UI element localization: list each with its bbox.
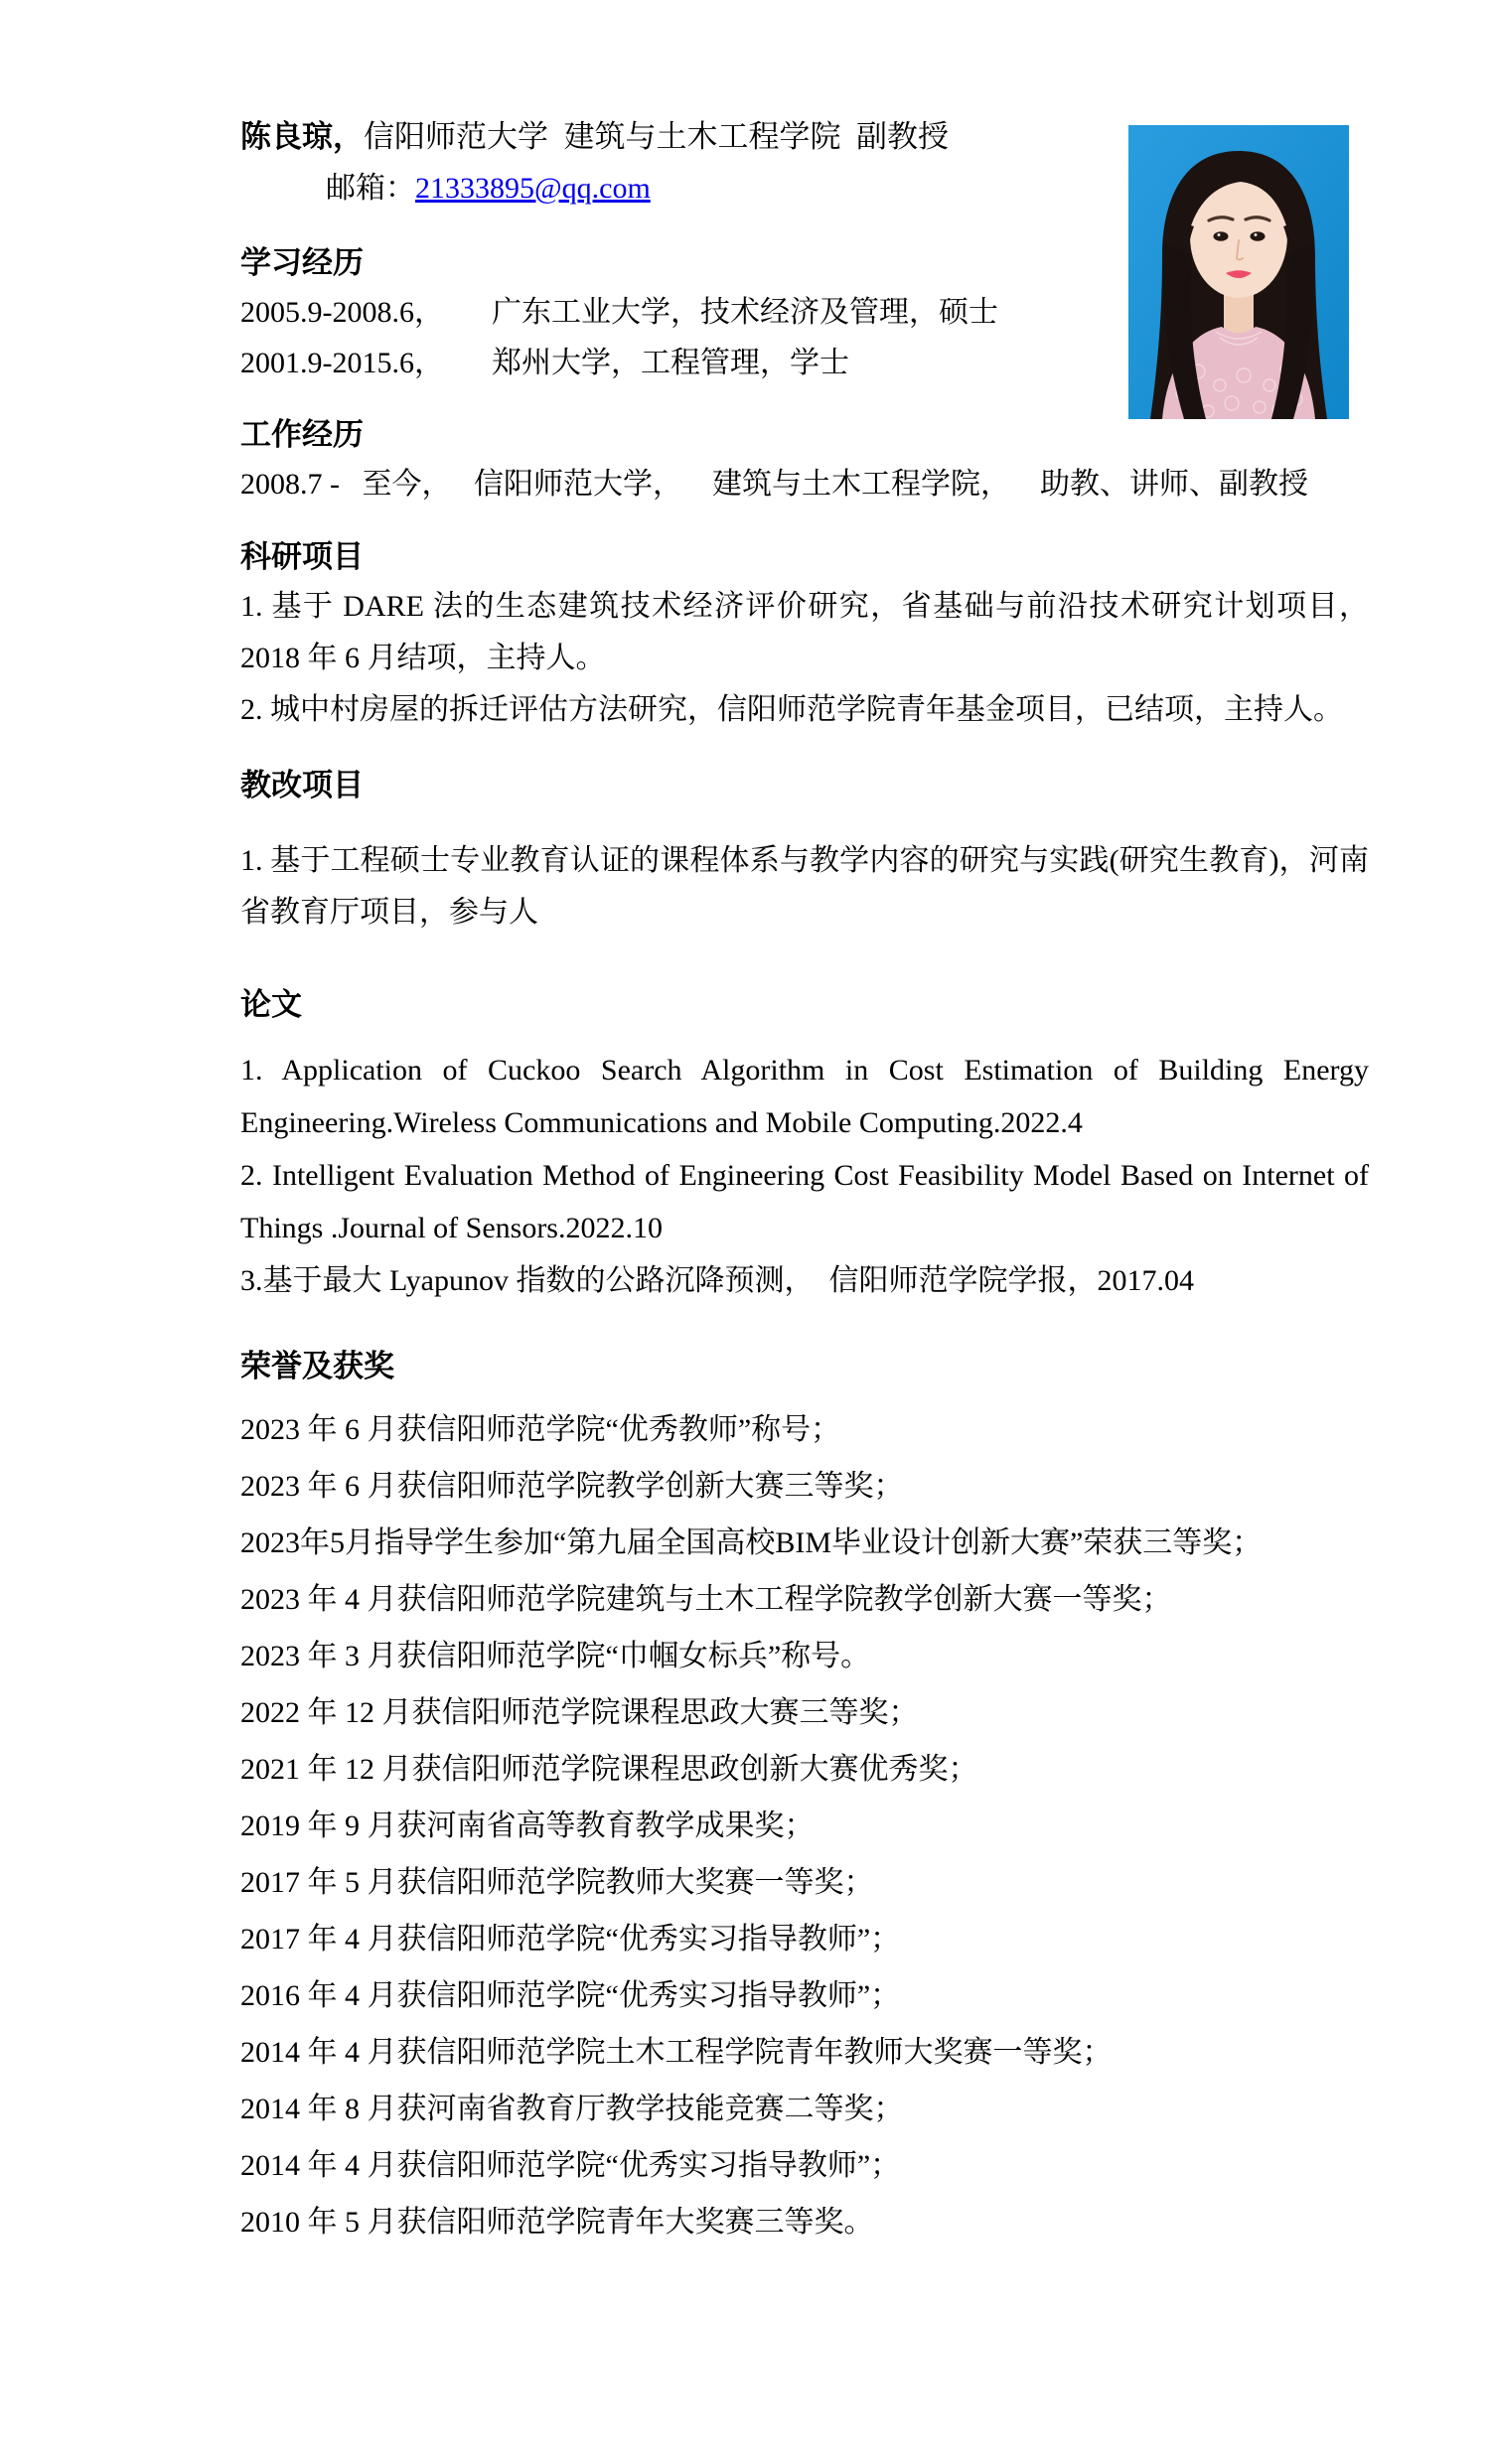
- paper-item: 2. Intelligent Evaluation Method of Engineering Cost Feasibility Model Based on Internet of Things .Journal of Sensors.2022.10: [240, 1159, 1369, 1244]
- email-link[interactable]: 21333895@qq.com: [415, 172, 651, 205]
- honor-item: 2017 年 4 月获信阳师范学院“优秀实习指导教师”；: [240, 1923, 901, 1956]
- honor-item: 2023年5月指导学生参加“第九届全国高校BIM毕业设计创新大赛”荣获三等奖；: [240, 1526, 1263, 1559]
- header-line: [240, 111, 1369, 163]
- email-line: [240, 163, 1369, 215]
- honor-item: 2021 年 12 月获信阳师范学院课程思政创新大赛优秀奖；: [240, 1753, 978, 1786]
- email-label: 邮箱：: [326, 172, 415, 205]
- honor-item: 2023 年 3 月获信阳师范学院“巾帼女标兵”称号。: [240, 1640, 871, 1672]
- person-name: 陈良琼，: [240, 119, 364, 154]
- section-heading-teaching-reform: 教改项目: [240, 768, 364, 802]
- section-heading-education: 学习经历: [240, 245, 364, 280]
- education-date: 2001.9-2015.6，: [240, 347, 444, 379]
- honor-item: 2010 年 5 月获信阳师范学院青年大奖赛三等奖。: [240, 2206, 874, 2239]
- education-row: [240, 338, 1369, 388]
- honor-item: 2023 年 4 月获信阳师范学院建筑与土木工程学院教学创新大赛一等奖；: [240, 1583, 1172, 1616]
- education-date: 2005.9-2008.6，: [240, 296, 444, 329]
- person-affiliation: 信阳师范大学 建筑与土木工程学院 副教授: [364, 119, 949, 154]
- research-item: 2. 城中村房屋的拆迁评估方法研究，信阳师范学院青年基金项目，已结项，主持人。: [240, 693, 1343, 726]
- honor-item: 2014 年 4 月获信阳师范学院“优秀实习指导教师”；: [240, 2149, 901, 2182]
- section-heading-work: 工作经历: [240, 417, 364, 452]
- paper-item: 1. Application of Cuckoo Search Algorithm in Cost Estimation of Building Energy Engineering.Wireless Communications and Mobile Computing.2022.4: [240, 1054, 1369, 1139]
- honor-item: 2014 年 4 月获信阳师范学院土木工程学院青年教师大奖赛一等奖；: [240, 2036, 1113, 2069]
- honor-item: 2017 年 5 月获信阳师范学院教师大奖赛一等奖；: [240, 1866, 874, 1899]
- education-detail: 郑州大学，工程管理，学士: [492, 347, 849, 379]
- work-line: 2008.7 - 至今， 信阳师范大学， 建筑与土木工程学院， 助教、讲师、副教授: [240, 468, 1308, 501]
- section-heading-papers: 论文: [240, 987, 302, 1022]
- section-heading-honors: 荣誉及获奖: [240, 1349, 394, 1383]
- honor-item: 2022 年 12 月获信阳师范学院课程思政大赛三等奖；: [240, 1696, 919, 1729]
- honor-item: 2023 年 6 月获信阳师范学院教学创新大赛三等奖；: [240, 1470, 904, 1503]
- education-detail: 广东工业大学，技术经济及管理，硕士: [492, 296, 998, 329]
- resume-content: [240, 111, 1369, 2250]
- honor-item: 2023 年 6 月获信阳师范学院“优秀教师”称号；: [240, 1413, 841, 1446]
- honor-item: 2016 年 4 月获信阳师范学院“优秀实习指导教师”；: [240, 1979, 901, 2012]
- honor-item: 2019 年 9 月获河南省高等教育教学成果奖；: [240, 1810, 815, 1842]
- teaching-reform-item: 1. 基于工程硕士专业教育认证的课程体系与教学内容的研究与实践(研究生教育)，河南省教育厅项目，参与人: [240, 844, 1369, 929]
- honor-item: 2014 年 8 月获河南省教育厅教学技能竞赛二等奖；: [240, 2093, 904, 2125]
- education-row: [240, 287, 1369, 338]
- research-item: 1. 基于 DARE 法的生态建筑技术经济评价研究，省基础与前沿技术研究计划项目，2018 年 6 月结项，主持人。: [240, 590, 1369, 674]
- section-heading-research: 科研项目: [240, 539, 364, 574]
- paper-item: 3.基于最大 Lyapunov 指数的公路沉降预测， 信阳师范学院学报，2017.04: [240, 1264, 1194, 1297]
